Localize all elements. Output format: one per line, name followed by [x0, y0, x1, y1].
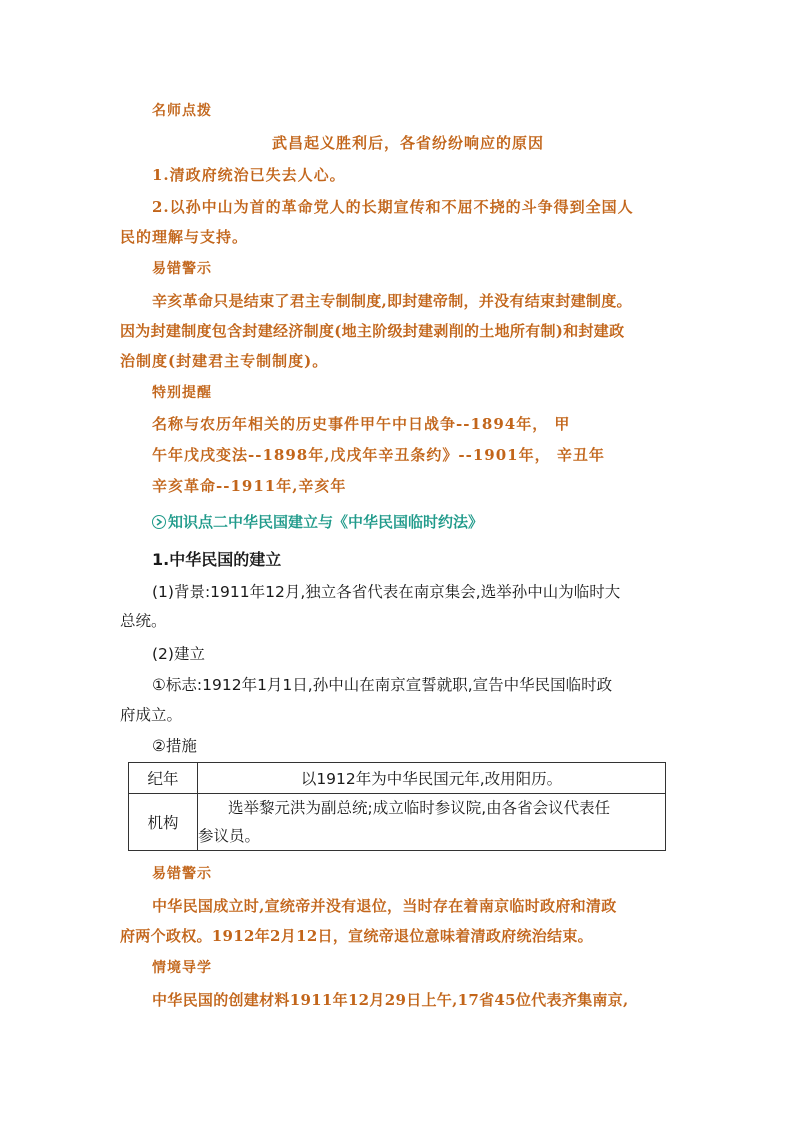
warning-line-1: 辛亥革命只是结束了君主专制制度,即封建帝制，并没有结束封建制度。 — [152, 292, 632, 310]
measures-heading: ②措施 — [152, 737, 197, 755]
table-row — [129, 794, 666, 851]
knowledge-point-heading — [152, 507, 483, 537]
warning-label: 易错警示 — [152, 261, 212, 277]
reminder-line-1: 名称与农历年相关的历史事件甲午中日战争--1894年， 甲 — [152, 415, 571, 433]
table-value-cell: 以1912年为中华民国元年,改用阳历。 — [198, 763, 666, 794]
table-value-line-2: 参议员。 — [198, 827, 261, 845]
tip-label: 名师点拨 — [152, 103, 212, 119]
tip-point-2-line-1: 2.以孙中山为首的革命党人的长期宣传和不屈不挠的斗争得到全国人 — [152, 198, 634, 216]
context-line-1: 中华民国的创建材料1911年12月29日上午,17省45位代表齐集南京, — [152, 991, 629, 1009]
warning2-line-2: 府两个政权。1912年2月12日，宣统帝退位意味着清政府统治结束。 — [120, 927, 593, 945]
reminder-line-2: 午年戊戌变法--1898年,戊戌年辛丑条约》--1901年， 辛丑年 — [152, 446, 605, 464]
circle-arrow-icon — [152, 515, 166, 529]
knowledge-point-title: 知识点二中华民国建立与《中华民国临时约法》 — [168, 513, 484, 531]
establishment-heading: (2)建立 — [152, 645, 205, 663]
tip-title: 武昌起义胜利后，各省纷纷响应的原因 — [272, 134, 545, 152]
warning2-line-1: 中华民国成立时,宣统帝并没有退位，当时存在着南京临时政府和清政 — [152, 897, 617, 915]
table-key-cell: 机构 — [129, 794, 198, 851]
context-label: 情境导学 — [152, 960, 212, 976]
background-line-1: (1)背景:1911年12月,独立各省代表在南京集会,选举孙中山为临时大 — [152, 583, 621, 601]
background-line-2: 总统。 — [120, 612, 167, 630]
table-key-cell: 纪年 — [129, 763, 198, 794]
symbol-line-2: 府成立。 — [120, 706, 183, 724]
subsection-title: 1.中华民国的建立 — [152, 550, 282, 569]
reminder-label: 特别提醒 — [152, 385, 212, 401]
table-value-line-1: 选举黎元洪为副总统;成立临时参议院,由各省会议代表任 — [228, 799, 611, 817]
reminder-line-3: 辛亥革命--1911年,辛亥年 — [152, 477, 347, 495]
table-value-cell — [198, 794, 666, 851]
warning-line-2: 因为封建制度包含封建经济制度(地主阶级封建剥削的土地所有制)和封建政 — [120, 322, 625, 340]
warning-label-2: 易错警示 — [152, 866, 212, 882]
measures-table — [128, 762, 666, 851]
tip-point-2-line-2: 民的理解与支持。 — [120, 228, 249, 246]
table-row — [129, 763, 666, 794]
tip-point-1: 1.清政府统治已失去人心。 — [152, 166, 346, 184]
symbol-line-1: ①标志:1912年1月1日,孙中山在南京宣誓就职,宣告中华民国临时政 — [152, 676, 613, 694]
warning-line-3: 治制度(封建君主专制制度)。 — [120, 352, 329, 370]
